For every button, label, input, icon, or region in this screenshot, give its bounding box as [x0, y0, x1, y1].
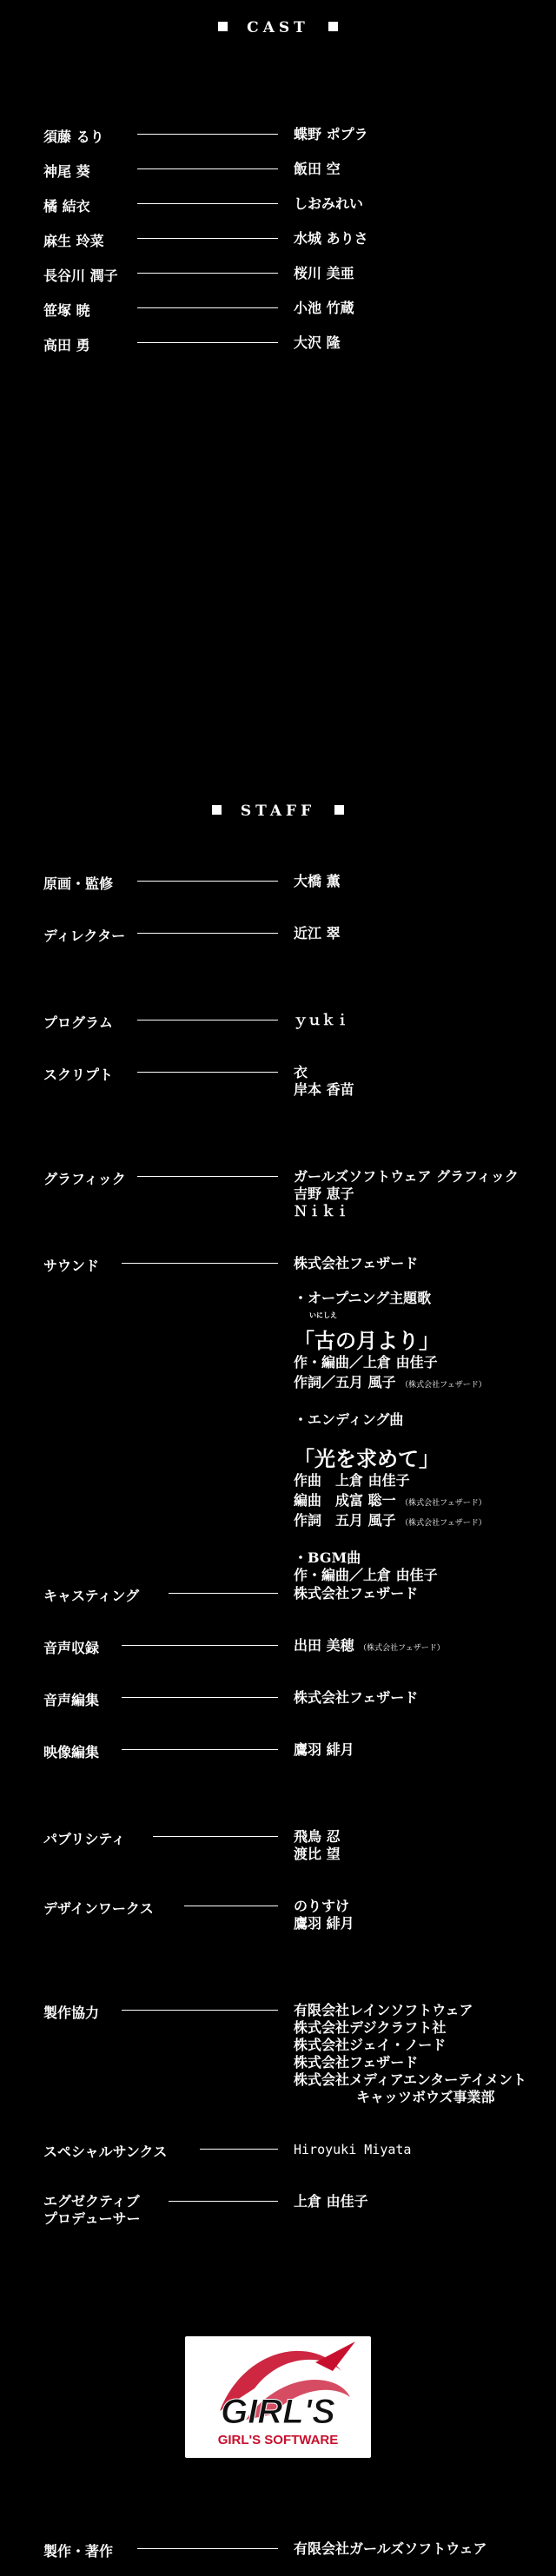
credit-role: スペシャルサンクス [43, 2143, 168, 2160]
girls-software-logo [185, 2336, 371, 2458]
divider-line [137, 1176, 278, 1177]
divider-line [169, 1593, 278, 1594]
credit-name: 作・編曲／上倉 由佳子 [294, 1567, 438, 1583]
cast-actor-name: 小池 竹蔵 [294, 300, 354, 316]
credit-name: 岸本 香苗 [294, 1081, 354, 1098]
credit-name: 有限会社ガールズソフトウェア [294, 2540, 487, 2557]
credit-name: 株式会社フェザード [294, 2054, 419, 2071]
divider-line [137, 273, 278, 274]
logo-main-text: GIRL'S [221, 2393, 335, 2431]
credit-name: 上倉 由佳子 [294, 2193, 368, 2209]
credit-name: 鷹羽 緋月 [294, 1741, 354, 1758]
cast-character-name: 笹塚 暁 [43, 302, 90, 319]
divider-line [122, 1697, 278, 1698]
cast-actor-name: しおみれい [294, 195, 364, 212]
credit-name: 有限会社レインソフトウェア [294, 2002, 473, 2018]
credit-role: 映像編集 [43, 1744, 100, 1760]
credit-name: 近江 翠 [294, 925, 341, 941]
credit-name: 編曲 成富 聡一 （株式会社フェザード） [294, 1492, 486, 1509]
credit-role: ディレクター [43, 928, 126, 944]
ending-song-title: 「光を求めて」 [294, 1446, 440, 1471]
divider-line [200, 2149, 278, 2150]
credit-name: 飛鳥 忍 [294, 1828, 341, 1845]
credit-name: 作・編曲／上倉 由佳子 [294, 1354, 438, 1371]
credit-role: エグゼクティブ プロデューサー [43, 2193, 141, 2227]
logo-sub-text: GIRL'S SOFTWARE [217, 2433, 339, 2447]
credit-role: パブリシティ [43, 1831, 126, 1847]
divider-line [137, 881, 278, 882]
credit-name: 株式会社デジクラフト社 [294, 2019, 447, 2036]
credit-name: 作詞／五月 風子 （株式会社フェザード） [294, 1374, 486, 1390]
cast-character-name: 須藤 るり [43, 129, 104, 145]
ending-theme-label: ・エンディング曲 [294, 1411, 404, 1428]
credit-name: 株式会社フェザード [294, 1585, 419, 1602]
divider-line [122, 2010, 278, 2011]
credit-role: 音声収録 [43, 1640, 100, 1656]
credit-name: ｙｕｋｉ [294, 1012, 350, 1028]
square-bullet-icon [218, 22, 228, 31]
cast-actor-name: 水城 ありさ [294, 230, 368, 247]
credit-name: 株式会社ジェイ・ノード [294, 2037, 447, 2053]
staff-heading: STAFF [0, 803, 556, 820]
divider-line [122, 1645, 278, 1646]
divider-line [137, 342, 278, 343]
cast-actor-name: 飯田 空 [294, 161, 341, 177]
credit-role: グラフィック [43, 1171, 126, 1187]
cast-actor-name: 桜川 美亜 [294, 265, 354, 281]
song-title-ruby: いにしえ [309, 1311, 337, 1319]
square-bullet-icon [328, 22, 338, 31]
credit-role: プログラム [43, 1014, 113, 1031]
divider-line [137, 307, 278, 308]
cast-character-name: 麻生 玲菜 [43, 233, 104, 249]
credit-name: ガールズソフトウェア グラフィック [294, 1168, 519, 1185]
divider-line [122, 1263, 278, 1264]
credit-role: キャスティング [43, 1588, 140, 1604]
credit-name: 出田 美穂 （株式会社フェザード） [294, 1637, 445, 1654]
divider-line [153, 1836, 278, 1837]
credit-name: 衣 [294, 1064, 308, 1080]
credit-name: 大橋 薫 [294, 873, 341, 889]
divider-line [137, 2548, 278, 2549]
credit-role: デザインワークス [43, 1900, 154, 1917]
divider-line [137, 134, 278, 135]
credit-role: 製作協力 [43, 2005, 100, 2021]
credit-name: Ｎｉｋｉ [294, 1203, 350, 1219]
opening-theme-label: ・オープニング主題歌 [294, 1290, 432, 1306]
credit-name: のりすけ [294, 1898, 350, 1914]
credit-role: サウンド [43, 1258, 100, 1274]
credit-name: 株式会社フェザード [294, 1255, 419, 1271]
credit-name: 作詞 五月 風子 （株式会社フェザード） [294, 1512, 486, 1529]
credit-name: 株式会社メディアエンターテイメント [294, 2071, 527, 2088]
cast-character-name: 高田 勇 [43, 337, 90, 353]
divider-line [137, 933, 278, 934]
credit-role: 原画・監修 [43, 875, 114, 892]
divider-line [122, 1749, 278, 1750]
divider-line [137, 168, 278, 169]
credit-role: スクリプト [43, 1067, 114, 1083]
credit-name: 渡比 望 [294, 1846, 341, 1862]
square-bullet-icon [212, 805, 222, 815]
square-bullet-icon [334, 805, 344, 815]
divider-line [137, 238, 278, 239]
credit-name: 鷹羽 緋月 [294, 1915, 354, 1932]
divider-line [137, 203, 278, 204]
cast-heading: CAST [0, 19, 556, 36]
cast-character-name: 橘 結衣 [43, 198, 90, 215]
cast-actor-name: 蝶野 ポプラ [294, 126, 368, 142]
opening-song-title: 「古の月より」 [294, 1328, 440, 1353]
divider-line [169, 2201, 278, 2202]
credit-name: 株式会社フェザード [294, 1689, 419, 1706]
divider-line [137, 1072, 278, 1073]
credit-role: 音声編集 [43, 1692, 100, 1708]
credit-name: Hiroyuki Miyata [294, 2142, 412, 2157]
cast-character-name: 神尾 葵 [43, 163, 90, 180]
cast-actor-name: 大沢 隆 [294, 334, 341, 351]
credit-role: 製作・著作 [43, 2543, 114, 2559]
cast-character-name: 長谷川 潤子 [43, 268, 118, 284]
credit-name: 吉野 恵子 [294, 1186, 354, 1202]
credit-name: 作曲 上倉 由佳子 [294, 1472, 410, 1489]
credit-name: キャッツボウズ事業部 [356, 2089, 495, 2105]
bgm-label: ・BGM曲 [294, 1549, 361, 1566]
